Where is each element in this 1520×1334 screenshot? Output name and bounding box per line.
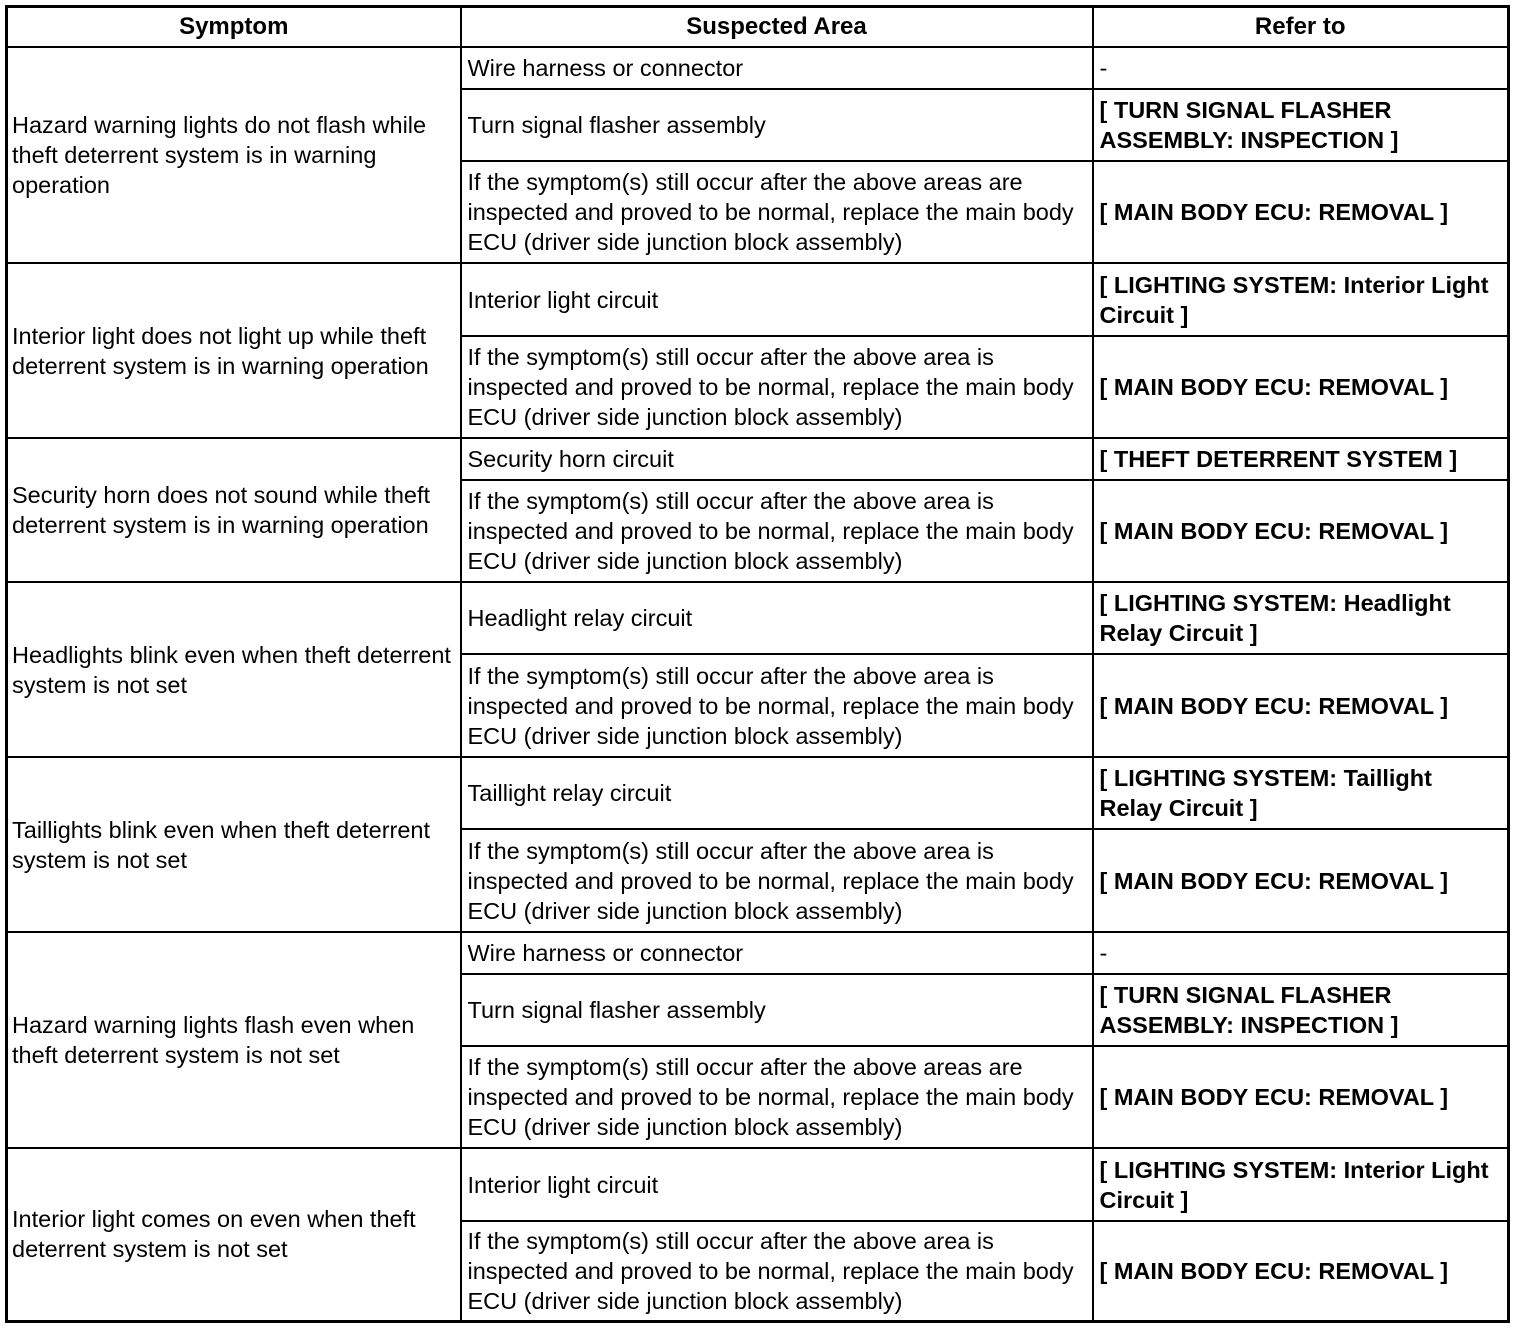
table-row [7,757,1509,829]
suspected-area-cell: If the symptom(s) still occur after the above area is inspected and proved to be normal, replace the main body ECU (driver side junction block assembly) [461,480,1093,582]
symptom-cell: Headlights blink even when theft deterrent system is not set [7,582,461,757]
refer-to-link[interactable]: [ MAIN BODY ECU: REMOVAL ] [1093,161,1509,263]
table-body [7,47,1509,1321]
refer-to-link[interactable]: [ MAIN BODY ECU: REMOVAL ] [1093,654,1509,757]
refer-to-cell: - [1093,932,1509,974]
header-suspected-area: Suspected Area [461,7,1093,48]
suspected-area-cell: Wire harness or connector [461,47,1093,89]
symptom-cell: Taillights blink even when theft deterrent system is not set [7,757,461,932]
suspected-area-cell: Wire harness or connector [461,932,1093,974]
refer-to-cell: - [1093,47,1509,89]
suspected-area-cell: If the symptom(s) still occur after the above area is inspected and proved to be normal, replace the main body ECU (driver side junction block assembly) [461,829,1093,932]
suspected-area-cell: If the symptom(s) still occur after the above area is inspected and proved to be normal, replace the main body ECU (driver side junction block assembly) [461,336,1093,438]
refer-to-link[interactable]: [ LIGHTING SYSTEM: Interior Light Circuit ] [1093,1148,1509,1221]
table-row [7,47,1509,89]
table-row [7,582,1509,654]
refer-to-link[interactable]: [ MAIN BODY ECU: REMOVAL ] [1093,1221,1509,1321]
suspected-area-cell: Taillight relay circuit [461,757,1093,829]
suspected-area-cell: Security horn circuit [461,438,1093,480]
symptom-cell: Hazard warning lights flash even when theft deterrent system is not set [7,932,461,1148]
symptom-cell: Hazard warning lights do not flash while theft deterrent system is in warning operation [7,47,461,263]
refer-to-link[interactable]: [ MAIN BODY ECU: REMOVAL ] [1093,1046,1509,1148]
refer-to-link[interactable]: [ MAIN BODY ECU: REMOVAL ] [1093,336,1509,438]
diagnosis-table [5,5,1510,1323]
refer-to-link[interactable]: [ TURN SIGNAL FLASHER ASSEMBLY: INSPECTION ] [1093,89,1509,161]
suspected-area-cell: Turn signal flasher assembly [461,974,1093,1046]
suspected-area-cell: If the symptom(s) still occur after the above area is inspected and proved to be normal, replace the main body ECU (driver side junction block assembly) [461,1221,1093,1321]
table-row [7,263,1509,336]
suspected-area-cell: Interior light circuit [461,1148,1093,1221]
header-refer-to: Refer to [1093,7,1509,48]
header-row [7,7,1509,48]
refer-to-link[interactable]: [ LIGHTING SYSTEM: Interior Light Circuit ] [1093,263,1509,336]
header-symptom: Symptom [7,7,461,48]
symptom-cell: Interior light comes on even when theft deterrent system is not set [7,1148,461,1321]
suspected-area-cell: Interior light circuit [461,263,1093,336]
suspected-area-cell: Headlight relay circuit [461,582,1093,654]
refer-to-link[interactable]: [ MAIN BODY ECU: REMOVAL ] [1093,480,1509,582]
suspected-area-cell: If the symptom(s) still occur after the above areas are inspected and proved to be normal, replace the main body ECU (driver side junction block assembly) [461,161,1093,263]
suspected-area-cell: Turn signal flasher assembly [461,89,1093,161]
table-row [7,932,1509,974]
refer-to-link[interactable]: [ LIGHTING SYSTEM: Headlight Relay Circuit ] [1093,582,1509,654]
suspected-area-cell: If the symptom(s) still occur after the above areas are inspected and proved to be normal, replace the main body ECU (driver side junction block assembly) [461,1046,1093,1148]
refer-to-link[interactable]: [ THEFT DETERRENT SYSTEM ] [1093,438,1509,480]
symptom-cell: Security horn does not sound while theft deterrent system is in warning operation [7,438,461,582]
table-row [7,438,1509,480]
table-row [7,1148,1509,1221]
refer-to-link[interactable]: [ MAIN BODY ECU: REMOVAL ] [1093,829,1509,932]
suspected-area-cell: If the symptom(s) still occur after the above area is inspected and proved to be normal, replace the main body ECU (driver side junction block assembly) [461,654,1093,757]
refer-to-link[interactable]: [ LIGHTING SYSTEM: Taillight Relay Circuit ] [1093,757,1509,829]
symptom-cell: Interior light does not light up while theft deterrent system is in warning operation [7,263,461,438]
refer-to-link[interactable]: [ TURN SIGNAL FLASHER ASSEMBLY: INSPECTION ] [1093,974,1509,1046]
